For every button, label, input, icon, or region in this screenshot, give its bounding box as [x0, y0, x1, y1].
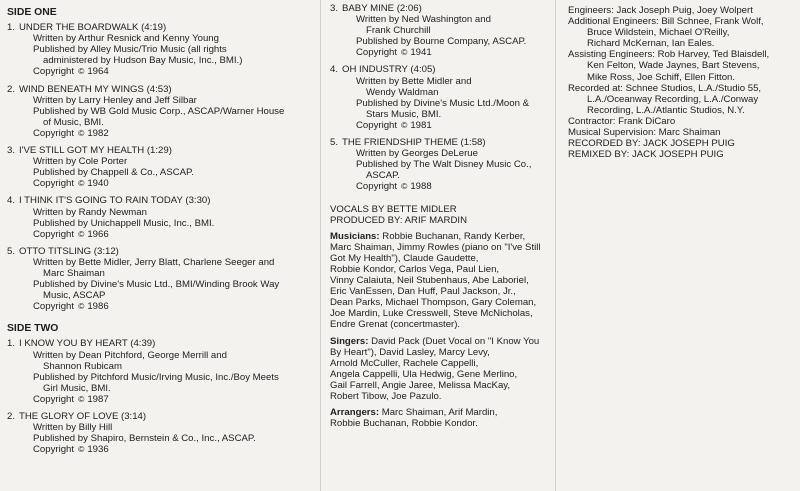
track-number: 4.: [330, 64, 339, 76]
copyright-line: [33, 178, 320, 189]
musicians-line: Marc Shaiman, Jimmy Rowles (piano on "I've Still: [330, 241, 541, 253]
track-details: [330, 76, 555, 131]
copyright-label: Copyright: [356, 47, 398, 59]
track-credit-line: of Music, BMI.: [43, 116, 104, 128]
track-details: [7, 33, 320, 77]
track-item: [330, 137, 555, 192]
track-title-row: [7, 84, 320, 95]
arrangers-line: Marc Shaiman, Arif Mardin,: [381, 407, 498, 419]
engineering-credit-line: Contractor: Frank DiCaro: [568, 115, 676, 127]
singers-line: By Heart"), David Lasley, Marcy Levy,: [330, 346, 490, 358]
copyright-label: Copyright: [33, 66, 75, 78]
copyright-year: 1936: [87, 444, 109, 456]
side-two-track-list-part-2: [330, 3, 555, 193]
engineering-credit-line: Ken Felton, Wade Jaynes, Bart Stevens,: [587, 60, 760, 72]
singers-credit: [330, 336, 555, 403]
copyright-line: [33, 301, 320, 312]
copyright-label: Copyright: [33, 444, 75, 456]
copyright-symbol: ©: [78, 444, 85, 455]
track-details: [330, 148, 555, 192]
side-two-track-list-part-1: [7, 338, 320, 455]
track-credit-line: Published by Unichappell Music, Inc., BMI.: [33, 217, 215, 229]
track-number: 2.: [7, 83, 16, 95]
engineering-credit-line: L.A./Oceanway Recording, L.A./Conway: [587, 93, 759, 105]
singers-rest: [330, 347, 555, 402]
musicians-line: Eric VanEssen, Dan Huff, Paul Jackson, Jr.,: [330, 286, 516, 298]
track-credit-line: Written by Randy Newman: [33, 206, 147, 218]
side-two-heading: SIDE TWO: [7, 323, 59, 335]
track-number: 3.: [330, 3, 339, 14]
column-side-two-and-credits: [320, 0, 555, 491]
copyright-year: 1987: [87, 393, 109, 405]
track-details: [7, 422, 320, 455]
copyright-symbol: ©: [78, 66, 85, 77]
engineering-credit-line: Additional Engineers: Bill Schnee, Frank Wolf,: [568, 16, 764, 28]
track-title-row: [7, 411, 320, 422]
track-credit-line: Written by Larry Henley and Jeff Silbar: [33, 94, 197, 106]
track-item: [330, 64, 555, 131]
copyright-line: [33, 128, 320, 139]
singers-line: David Pack (Duet Vocal on "I Know You: [371, 335, 540, 347]
track-number: 4.: [7, 195, 16, 207]
copyright-symbol: ©: [78, 178, 85, 189]
copyright-label: Copyright: [33, 127, 75, 139]
track-details: [330, 14, 555, 58]
arrangers-rest: [330, 418, 555, 429]
track-credit-line: Written by Ned Washington and: [356, 14, 491, 26]
track-title: THE FRIENDSHIP THEME (1:58): [342, 137, 486, 149]
engineering-credit-line: REMIXED BY: JACK JOSEPH PUIG: [568, 149, 724, 161]
singers-line: Robert Tibow, Joe Pazulo.: [330, 391, 442, 402]
track-number: 2.: [7, 411, 16, 422]
copyright-label: Copyright: [356, 181, 398, 193]
track-title: I KNOW YOU BY HEART (4:39): [19, 338, 156, 350]
track-title: WIND BENEATH MY WINGS (4:53): [19, 83, 172, 95]
track-title: BABY MINE (2:06): [342, 3, 422, 14]
track-credit-line: Marc Shaiman: [43, 267, 105, 279]
engineering-credit-line: Mike Ross, Joe Schiff, Ellen Fitton.: [587, 71, 736, 83]
track-credit-line: Music, ASCAP: [43, 290, 106, 302]
track-credit-line: Frank Churchill: [366, 25, 431, 37]
track-credit-line: Published by Alley Music/Trio Music (all rights: [33, 44, 227, 56]
musicians-label: Musicians:: [330, 230, 380, 242]
track-title: OH INDUSTRY (4:05): [342, 64, 436, 76]
singers-line: Angela Cappelli, Ula Hedwig, Gene Merlino,: [330, 368, 518, 380]
engineering-credit-line: Richard McKernan, Ian Eales.: [587, 38, 715, 50]
arrangers-label: Arrangers:: [330, 407, 380, 419]
engineering-credit-line: RECORDED BY: JACK JOSEPH PUIG: [568, 138, 735, 150]
track-title: I THINK IT'S GOING TO RAIN TODAY (3:30): [19, 195, 211, 207]
copyright-line: [33, 444, 320, 455]
track-credit-line: Written by Dean Pitchford, George Merrill and: [33, 349, 227, 361]
track-credit-line: Written by Billy Hill: [33, 422, 113, 434]
copyright-line: [33, 66, 320, 77]
track-number: 5.: [7, 245, 16, 257]
track-title: I'VE STILL GOT MY HEALTH (1:29): [19, 145, 172, 157]
track-item: [330, 3, 555, 58]
musicians-line: Robbie Buchanan, Randy Kerber,: [382, 230, 526, 242]
singers-first-line: [330, 336, 555, 347]
track-item: [7, 84, 320, 139]
copyright-line: [356, 120, 555, 131]
column-engineering-credits: [555, 0, 800, 491]
track-title: OTTO TITSLING (3:12): [19, 245, 119, 257]
track-item: [7, 411, 320, 455]
track-credit-line: ASCAP.: [366, 170, 400, 182]
track-title-row: [330, 3, 555, 14]
track-credit-line: Published by Pitchford Music/Irving Music, Inc./Boy Meets: [33, 371, 279, 383]
musicians-line: Joe Mardin, Luke Cresswell, Steve McNicholas,: [330, 308, 533, 320]
copyright-symbol: ©: [401, 181, 408, 192]
engineering-credits: [568, 5, 800, 160]
musicians-line: Robbie Kondor, Carlos Vega, Paul Lien,: [330, 263, 500, 275]
track-credit-line: Published by Bourne Company, ASCAP.: [356, 36, 527, 48]
musicians-line: Dean Parks, Michael Thompson, Gary Coleman,: [330, 297, 537, 309]
copyright-symbol: ©: [78, 393, 85, 404]
arrangers-credit: [330, 407, 555, 429]
engineering-credit-line: Musical Supervision: Marc Shaiman: [568, 127, 721, 139]
track-item: [7, 22, 320, 77]
track-credit-line: administered by Hudson Bay Music, Inc., BMI.): [43, 55, 243, 67]
track-details: [7, 95, 320, 139]
copyright-symbol: ©: [78, 228, 85, 239]
track-title-row: [7, 22, 320, 33]
copyright-label: Copyright: [33, 228, 75, 240]
copyright-label: Copyright: [33, 178, 75, 190]
track-title-row: [330, 137, 555, 148]
copyright-label: Copyright: [33, 393, 75, 405]
track-number: 1.: [7, 22, 16, 34]
track-title-row: [7, 338, 320, 349]
track-details: [7, 350, 320, 405]
track-credit-line: Girl Music, BMI.: [43, 382, 111, 394]
track-details: [7, 207, 320, 240]
track-credit-line: Written by Bette Midler, Jerry Blatt, Charlene Seeger and: [33, 256, 275, 268]
track-title: THE GLORY OF LOVE (3:14): [19, 411, 147, 422]
singers-label: Singers:: [330, 335, 369, 347]
produced-line: PRODUCED BY: ARIF MARDIN: [330, 214, 467, 226]
track-item: [7, 246, 320, 313]
engineering-credit-line: Engineers: Jack Joseph Puig, Joey Wolpert: [568, 5, 753, 16]
copyright-line: [356, 47, 555, 58]
copyright-year: 1988: [410, 181, 432, 193]
track-details: [7, 156, 320, 189]
track-number: 1.: [7, 338, 16, 350]
copyright-year: 1941: [410, 47, 432, 59]
singers-line: Arnold McCuller, Rachele Cappelli,: [330, 357, 479, 369]
track-credit-line: Written by Arthur Resnick and Kenny Young: [33, 33, 219, 45]
copyright-label: Copyright: [356, 119, 398, 131]
copyright-symbol: ©: [401, 47, 408, 58]
engineering-credit-line: Assisting Engineers: Rob Harvey, Ted Blaisdell,: [568, 49, 770, 61]
side-one-track-list: [7, 22, 320, 312]
track-title-row: [7, 195, 320, 206]
copyright-symbol: ©: [78, 301, 85, 312]
copyright-line: [33, 394, 320, 405]
copyright-year: 1966: [87, 228, 109, 240]
column-side-one: [0, 0, 320, 491]
track-credit-line: Published by The Walt Disney Music Co.,: [356, 159, 532, 171]
copyright-symbol: ©: [78, 127, 85, 138]
engineering-credit-line: Bruce Wildstein, Michael O'Reilly,: [587, 27, 730, 39]
arrangers-first-line: [330, 407, 555, 418]
track-credit-line: Stars Music, BMI.: [366, 108, 442, 120]
track-credit-line: Published by Shapiro, Bernstein & Co., Inc., ASCAP.: [33, 433, 256, 445]
copyright-year: 1982: [87, 127, 109, 139]
track-number: 3.: [7, 145, 16, 157]
vocals-block: [330, 204, 555, 226]
copyright-symbol: ©: [401, 119, 408, 130]
track-title-row: [330, 64, 555, 75]
arrangers-line: Robbie Buchanan, Robbie Kondor.: [330, 418, 478, 430]
copyright-year: 1940: [87, 178, 109, 190]
side-one-heading: SIDE ONE: [7, 7, 57, 18]
copyright-line: [33, 229, 320, 240]
musicians-line: Endre Grenat (concertmaster).: [330, 319, 461, 331]
track-item: [7, 195, 320, 239]
musicians-first-line: [330, 231, 555, 242]
musicians-rest: [330, 242, 555, 331]
track-credit-line: Written by Cole Porter: [33, 156, 128, 168]
track-credit-line: Written by Bette Midler and: [356, 75, 472, 87]
track-item: [7, 145, 320, 189]
track-credit-line: Published by Divine's Music Ltd., BMI/Winding Brook Way: [33, 279, 280, 291]
copyright-year: 1981: [410, 119, 432, 131]
track-credit-line: Published by WB Gold Music Corp., ASCAP/Warner House: [33, 105, 285, 117]
track-number: 5.: [330, 137, 339, 149]
track-credit-line: Shannon Rubicam: [43, 360, 122, 372]
track-details: [7, 257, 320, 312]
track-credit-line: Wendy Waldman: [366, 86, 439, 98]
copyright-line: [356, 181, 555, 192]
track-credit-line: Published by Chappell & Co., ASCAP.: [33, 167, 194, 179]
track-title: UNDER THE BOARDWALK (4:19): [19, 22, 167, 34]
track-title-row: [7, 145, 320, 156]
musicians-line: Vinny Calaiuta, Neil Stubenhaus, Abe Laboriel,: [330, 275, 529, 287]
track-title-row: [7, 246, 320, 257]
vocals-line: VOCALS BY BETTE MIDLER: [330, 203, 457, 215]
engineering-credit-line: Recorded at: Schnee Studios, L.A./Studio 55,: [568, 82, 762, 94]
copyright-year: 1986: [87, 301, 109, 313]
singers-line: Gail Farrell, Angie Jaree, Melissa MacKay,: [330, 379, 511, 391]
track-item: [7, 338, 320, 405]
track-credit-line: Written by Georges DeLerue: [356, 148, 478, 160]
musicians-line: Got My Health"), Claude Gaudette,: [330, 252, 479, 264]
engineering-credit-line: Recording, L.A./Atlantic Studios, N.Y.: [587, 104, 745, 116]
copyright-year: 1964: [87, 66, 109, 78]
musicians-credit: [330, 231, 555, 331]
copyright-label: Copyright: [33, 301, 75, 313]
track-credit-line: Published by Divine's Music Ltd./Moon &: [356, 97, 530, 109]
